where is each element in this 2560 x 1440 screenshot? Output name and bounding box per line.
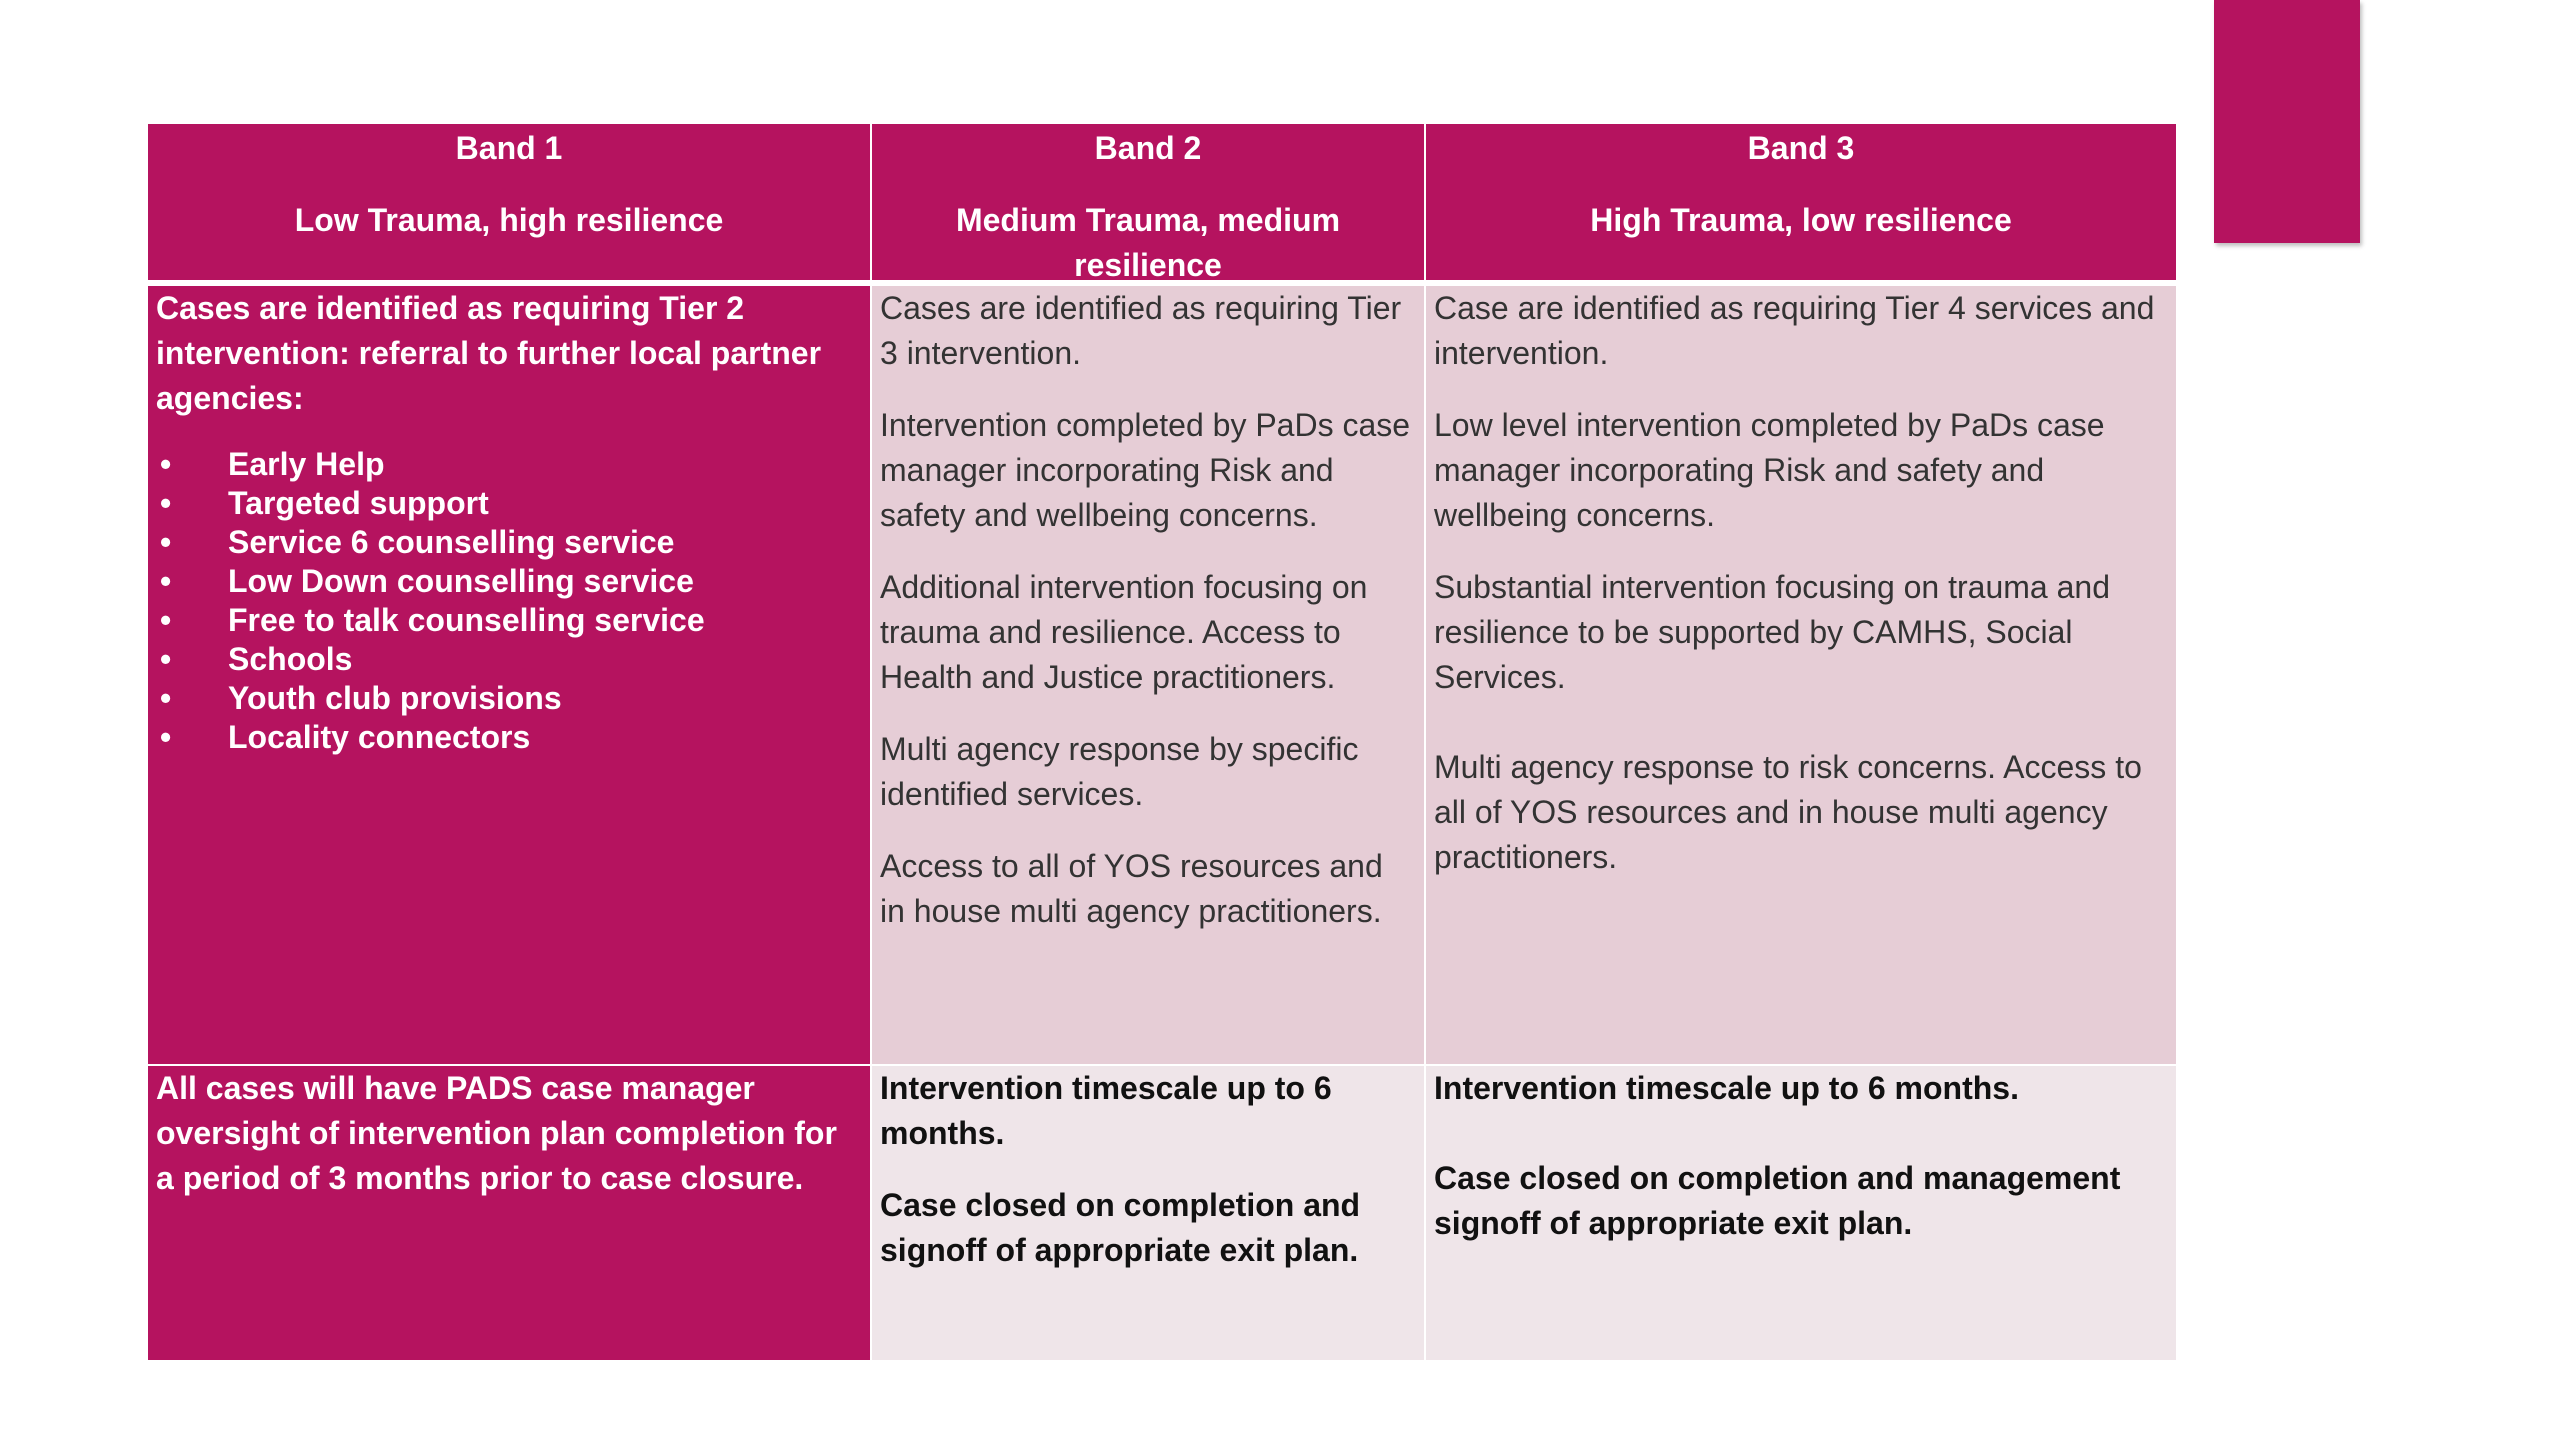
paragraph: Intervention completed by PaDs case manager incorporating Risk and safety and wellbeing concerns. (880, 407, 1411, 533)
list-item: • Free to talk counselling service (160, 602, 705, 638)
accent-rectangle (2214, 0, 2360, 243)
paragraph: Additional intervention focusing on trauma and resilience. Access to Health and Justice practitioners. (880, 569, 1368, 695)
band-2-closure (872, 1066, 1424, 1360)
paragraph: Case closed on completion and management signoff of appropriate exit plan. (1434, 1160, 2121, 1241)
paragraph: Case closed on completion and signoff of appropriate exit plan. (880, 1187, 1361, 1268)
list-item: • Youth club provisions (160, 680, 562, 716)
partner-agency-list (156, 445, 860, 757)
band-subtitle: Low Trauma, high resilience (294, 202, 724, 238)
paragraph: Low level intervention completed by PaDs case manager incorporating Risk and safety and wellbeing concerns. (1434, 407, 2105, 533)
header-band-2 (872, 124, 1424, 283)
list-item: • Low Down counselling service (160, 563, 694, 599)
paragraph: Intervention timescale up to 6 months. (880, 1070, 1332, 1151)
band-title: Band 2 (1094, 130, 1202, 166)
band-3-closure (1426, 1066, 2176, 1360)
band-title: Band 1 (455, 130, 563, 166)
band-title: Band 3 (1747, 130, 1855, 166)
band-2-interventions (872, 286, 1424, 1064)
header-band-3 (1426, 124, 2176, 280)
paragraph: All cases will have PADS case manager oversight of intervention plan completion for a period of 3 months prior to case closure. (156, 1070, 837, 1196)
list-item: • Early Help (160, 446, 385, 482)
paragraph: Intervention timescale up to 6 months. (1434, 1070, 2019, 1106)
paragraph: Case are identified as requiring Tier 4 services and intervention. (1434, 290, 2155, 371)
band-subtitle: Medium Trauma, medium resilience (955, 202, 1341, 283)
list-item: • Locality connectors (160, 719, 531, 755)
paragraph: Substantial intervention focusing on trauma and resilience to be supported by CAMHS, Social Services. (1434, 569, 2110, 695)
paragraph: Cases are identified as requiring Tier 3 intervention. (880, 290, 1402, 371)
paragraph: Multi agency response to risk concerns. Access to all of YOS resources and in house multi agency practitioners. (1434, 749, 2142, 875)
band-subtitle: High Trauma, low resilience (1590, 202, 2012, 238)
list-item: • Targeted support (160, 485, 489, 521)
header-band-1 (148, 124, 870, 280)
band-3-interventions (1426, 286, 2176, 1064)
list-item: • Schools (160, 641, 353, 677)
band-1-interventions (148, 286, 870, 1064)
paragraph: Multi agency response by specific identified services. (880, 731, 1359, 812)
list-item: • Service 6 counselling service (160, 524, 675, 560)
paragraph: Access to all of YOS resources and in house multi agency practitioners. (880, 848, 1383, 929)
band-1-closure (148, 1066, 870, 1360)
band-1-intro: Cases are identified as requiring Tier 2 intervention: referral to further local partner agencies: (156, 290, 822, 416)
